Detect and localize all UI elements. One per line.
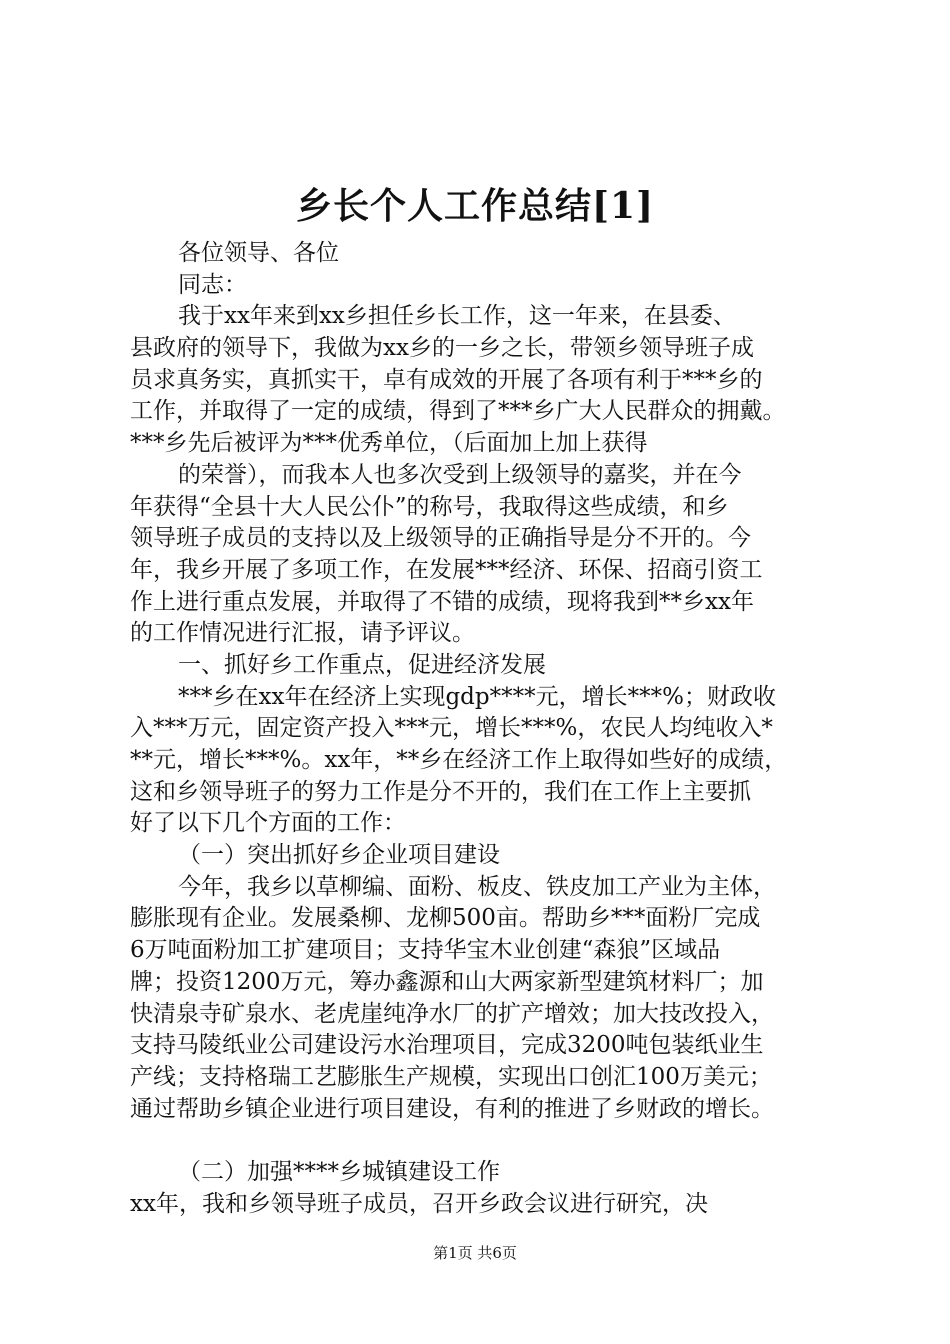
paragraph-line: 我于xx年来到xx乡担任乡长工作，这一年来，在县委、 [178, 303, 736, 330]
paragraph-line: 好了以下几个方面的工作： [130, 810, 406, 837]
paragraph-line: 今年，我乡以草柳编、面粉、板皮、铁皮加工产业为主体， [178, 873, 776, 900]
paragraph-line: 产线；支持格瑞工艺膨胀生产规模，实现出口创汇100万美元； [130, 1063, 772, 1090]
paragraph-line: 6万吨面粉加工扩建项目；支持华宝木业创建“森狼”区域品 [130, 937, 721, 964]
paragraph-line: 工作，并取得了一定的成绩，得到了***乡广大人民群众的拥戴。 [130, 398, 786, 425]
paragraph-line: 的工作情况进行汇报，请予评议。 [130, 620, 475, 647]
paragraph-line: 员求真务实，真抓实干，卓有成效的开展了各项有利于***乡的 [130, 366, 763, 393]
paragraph-line: 年获得“全县十大人民公仆”的称号，我取得这些成绩，和乡 [130, 493, 729, 520]
document-title: 乡长个人工作总结[1] [295, 185, 655, 227]
paragraph-line: 快清泉寺矿泉水、老虎崖纯净水厂的扩产增效；加大技改投入， [130, 1000, 774, 1027]
paragraph-line: 这和乡领导班子的努力工作是分不开的，我们在工作上主要抓 [130, 778, 751, 805]
paragraph-line: 牌；投资1200万元，筹办鑫源和山大两家新型建筑材料厂；加 [130, 968, 764, 995]
page-footer: 第1页 共6页 [433, 1244, 517, 1262]
paragraph-line: 通过帮助乡镇企业进行项目建设，有利的推进了乡财政的增长。 [130, 1095, 774, 1122]
subsection-heading: （一）突出抓好乡企业项目建设 [178, 842, 500, 869]
paragraph-line: 领导班子成员的支持以及上级领导的正确指导是分不开的。今 [130, 525, 751, 552]
paragraph-line: xx年，我和乡领导班子成员，召开乡政会议进行研究，决 [130, 1190, 708, 1217]
document-body [130, 238, 850, 1220]
section-heading: 一、抓好乡工作重点，促进经济发展 [178, 651, 546, 678]
paragraph-line: ***乡在xx年在经济上实现gdp****元，增长***%；财政收 [178, 683, 776, 710]
paragraph-line: 支持马陵纸业公司建设污水治理项目，完成3200吨包装纸业生 [130, 1032, 764, 1059]
salutation-line-2: 同志： [178, 271, 247, 298]
paragraph-line: 年，我乡开展了多项工作，在发展***经济、环保、招商引资工 [130, 556, 763, 583]
subsection-heading: （二）加强****乡城镇建设工作 [178, 1158, 500, 1185]
paragraph-gap [130, 1125, 850, 1157]
paragraph-line: 县政府的领导下，我做为xx乡的一乡之长，带领乡领导班子成 [130, 335, 754, 362]
paragraph-line: **元，增长***%。xx年，**乡在经济工作上取得如些好的成绩， [130, 747, 788, 773]
salutation-line-1: 各位领导、各位 [178, 240, 339, 266]
paragraph-line: 膨胀现有企业。发展桑柳、龙柳500亩。帮助乡***面粉厂完成 [130, 905, 761, 932]
paragraph-line: 作上进行重点发展，并取得了不错的成绩，现将我到**乡xx年 [130, 588, 754, 615]
paragraph-line: 入***万元，固定资产投入***元，增长***%，农民人均纯收入* [130, 715, 773, 742]
paragraph-line: 的荣誉），而我本人也多次受到上级领导的嘉奖，并在今 [178, 461, 742, 488]
paragraph-line: ***乡先后被评为***优秀单位，（后面加上加上获得 [130, 430, 648, 457]
